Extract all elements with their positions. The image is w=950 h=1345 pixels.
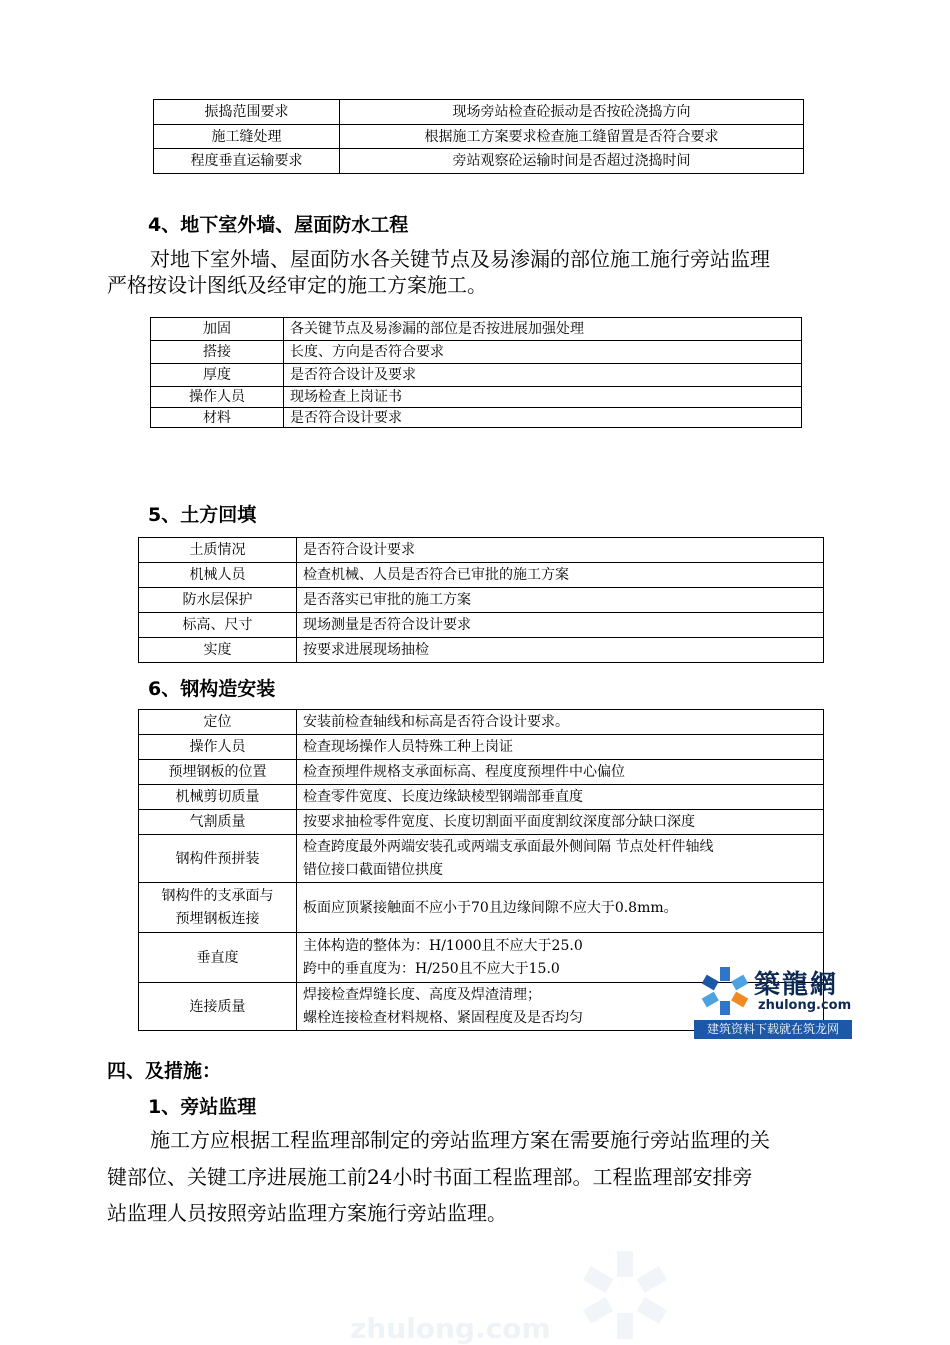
cell-line: 检查跨度最外两端安装孔或两端支承面最外侧间隔 节点处杆件轴线 bbox=[303, 838, 714, 855]
table-cell: 实度 bbox=[139, 638, 297, 663]
table-row bbox=[139, 760, 824, 785]
table-cell: 施工缝处理 bbox=[154, 125, 340, 149]
table-cell: 是否符合设计及要求 bbox=[284, 364, 802, 387]
zhulong-logo bbox=[694, 960, 852, 1040]
cell-line: 钢构件的支承面与 bbox=[161, 887, 274, 904]
section-four-subheading: 1、旁站监理 bbox=[148, 1096, 257, 1118]
table-cell: 按要求抽检零件宽度、长度切割面平面度割纹深度部分缺口深度 bbox=[297, 810, 824, 835]
table-row bbox=[139, 563, 824, 588]
table-cell: 按要求进展现场抽检 bbox=[297, 638, 824, 663]
table-cell bbox=[139, 883, 297, 933]
section-four-paragraph-line-1: 施工方应根据工程监理部制定的旁站监理方案在需要施行旁站监理的关 bbox=[150, 1128, 770, 1152]
table-cell: 现场检查上岗证书 bbox=[284, 387, 802, 408]
table-cell: 钢构件预拼装 bbox=[139, 835, 297, 883]
cell-line: 螺栓连接检查材料规格、紧固程度及是否均匀 bbox=[303, 1009, 583, 1026]
table-row bbox=[139, 883, 824, 933]
section-4-heading: 4、地下室外墙、屋面防水工程 bbox=[148, 214, 409, 236]
table-cell: 土质情况 bbox=[139, 538, 297, 563]
cell-line: 焊接检查焊缝长度、高度及焊渣清理； bbox=[303, 986, 541, 1003]
table-row bbox=[139, 538, 824, 563]
table-cell: 机械剪切质量 bbox=[139, 785, 297, 810]
table-cell: 各关键节点及易渗漏的部位是否按进展加强处理 bbox=[284, 318, 802, 341]
table-cell: 气割质量 bbox=[139, 810, 297, 835]
table-row bbox=[139, 710, 824, 735]
table-row bbox=[151, 318, 802, 341]
table-row bbox=[139, 835, 824, 883]
table-row bbox=[151, 408, 802, 428]
table-cell: 操作人员 bbox=[151, 387, 284, 408]
table-cell: 根据施工方案要求检查施工缝留置是否符合要求 bbox=[340, 125, 804, 149]
table-concrete bbox=[153, 99, 804, 174]
table-cell: 现场测量是否符合设计要求 bbox=[297, 613, 824, 638]
table-row bbox=[151, 341, 802, 364]
section-4-paragraph-line-1: 对地下室外墙、屋面防水各关键节点及易渗漏的部位施工施行旁站监理 bbox=[150, 247, 770, 271]
table-cell: 检查预埋件规格支承面标高、程度度预埋件中心偏位 bbox=[297, 760, 824, 785]
table-row bbox=[139, 735, 824, 760]
table-cell: 振捣范围要求 bbox=[154, 100, 340, 125]
section-6-heading: 6、钢构造安装 bbox=[148, 678, 276, 700]
table-cell: 长度、方向是否符合要求 bbox=[284, 341, 802, 364]
table-waterproofing bbox=[150, 317, 802, 428]
table-row bbox=[154, 149, 804, 174]
table-cell: 是否符合设计要求 bbox=[284, 408, 802, 428]
table-cell: 加固 bbox=[151, 318, 284, 341]
table-cell: 检查零件宽度、长度边缘缺棱型钢端部垂直度 bbox=[297, 785, 824, 810]
table-cell: 搭接 bbox=[151, 341, 284, 364]
section-four-paragraph-line-2: 键部位、关键工序进展施工前24小时书面工程监理部。工程监理部安排旁 bbox=[107, 1165, 753, 1189]
table-cell: 旁站观察砼运输时间是否超过浇捣时间 bbox=[340, 149, 804, 174]
table-cell: 安装前检查轴线和标高是否符合设计要求。 bbox=[297, 710, 824, 735]
logo-slogan: 建筑资料下载就在筑龙网 bbox=[694, 1020, 852, 1039]
table-cell: 机械人员 bbox=[139, 563, 297, 588]
table-cell: 是否落实已审批的施工方案 bbox=[297, 588, 824, 613]
logo-name: 築龍網 bbox=[754, 970, 839, 1000]
logo-snowflake-icon bbox=[696, 962, 754, 1020]
section-5-heading: 5、土方回填 bbox=[148, 504, 257, 526]
logo-url: zhulong.com bbox=[758, 998, 852, 1013]
table-cell: 现场旁站检查砼振动是否按砼浇捣方向 bbox=[340, 100, 804, 125]
cell-line: 预埋钢板连接 bbox=[175, 910, 260, 927]
table-cell: 程度垂直运输要求 bbox=[154, 149, 340, 174]
section-four-heading: 四、及措施： bbox=[107, 1060, 222, 1082]
section-4-paragraph-line-2: 严格按设计图纸及经审定的施工方案施工。 bbox=[107, 273, 487, 297]
table-cell: 材料 bbox=[151, 408, 284, 428]
table-cell: 防水层保护 bbox=[139, 588, 297, 613]
table-row bbox=[139, 810, 824, 835]
table-row bbox=[139, 588, 824, 613]
table-row bbox=[139, 613, 824, 638]
cell-line: 错位接口截面错位拱度 bbox=[303, 861, 443, 878]
cell-line: 跨中的垂直度为：H/250且不应大于15.0 bbox=[303, 960, 560, 977]
table-row bbox=[139, 638, 824, 663]
table-row bbox=[151, 364, 802, 387]
table-cell: 连接质量 bbox=[139, 983, 297, 1031]
table-cell: 检查机械、人员是否符合已审批的施工方案 bbox=[297, 563, 824, 588]
table-row bbox=[154, 125, 804, 149]
table-cell: 厚度 bbox=[151, 364, 284, 387]
table-cell: 标高、尺寸 bbox=[139, 613, 297, 638]
section-four-paragraph-line-3: 站监理人员按照旁站监理方案施行旁站监理。 bbox=[107, 1201, 507, 1225]
cell-line: 主体构造的整体为：H/1000且不应大于25.0 bbox=[303, 937, 583, 954]
table-cell: 预埋钢板的位置 bbox=[139, 760, 297, 785]
table-cell bbox=[297, 835, 824, 883]
table-row bbox=[139, 785, 824, 810]
watermark-text: zhulong.com bbox=[350, 1312, 551, 1345]
table-row bbox=[151, 387, 802, 408]
watermark-snowflake-icon bbox=[570, 1240, 680, 1340]
table-cell: 检查现场操作人员特殊工种上岗证 bbox=[297, 735, 824, 760]
table-earthwork bbox=[138, 537, 824, 663]
table-cell: 垂直度 bbox=[139, 933, 297, 983]
table-cell: 板面应顶紧接触面不应小于70且边缘间隙不应大于0.8mm。 bbox=[297, 883, 824, 933]
table-cell: 操作人员 bbox=[139, 735, 297, 760]
table-cell: 是否符合设计要求 bbox=[297, 538, 824, 563]
table-cell: 定位 bbox=[139, 710, 297, 735]
table-row bbox=[154, 100, 804, 125]
